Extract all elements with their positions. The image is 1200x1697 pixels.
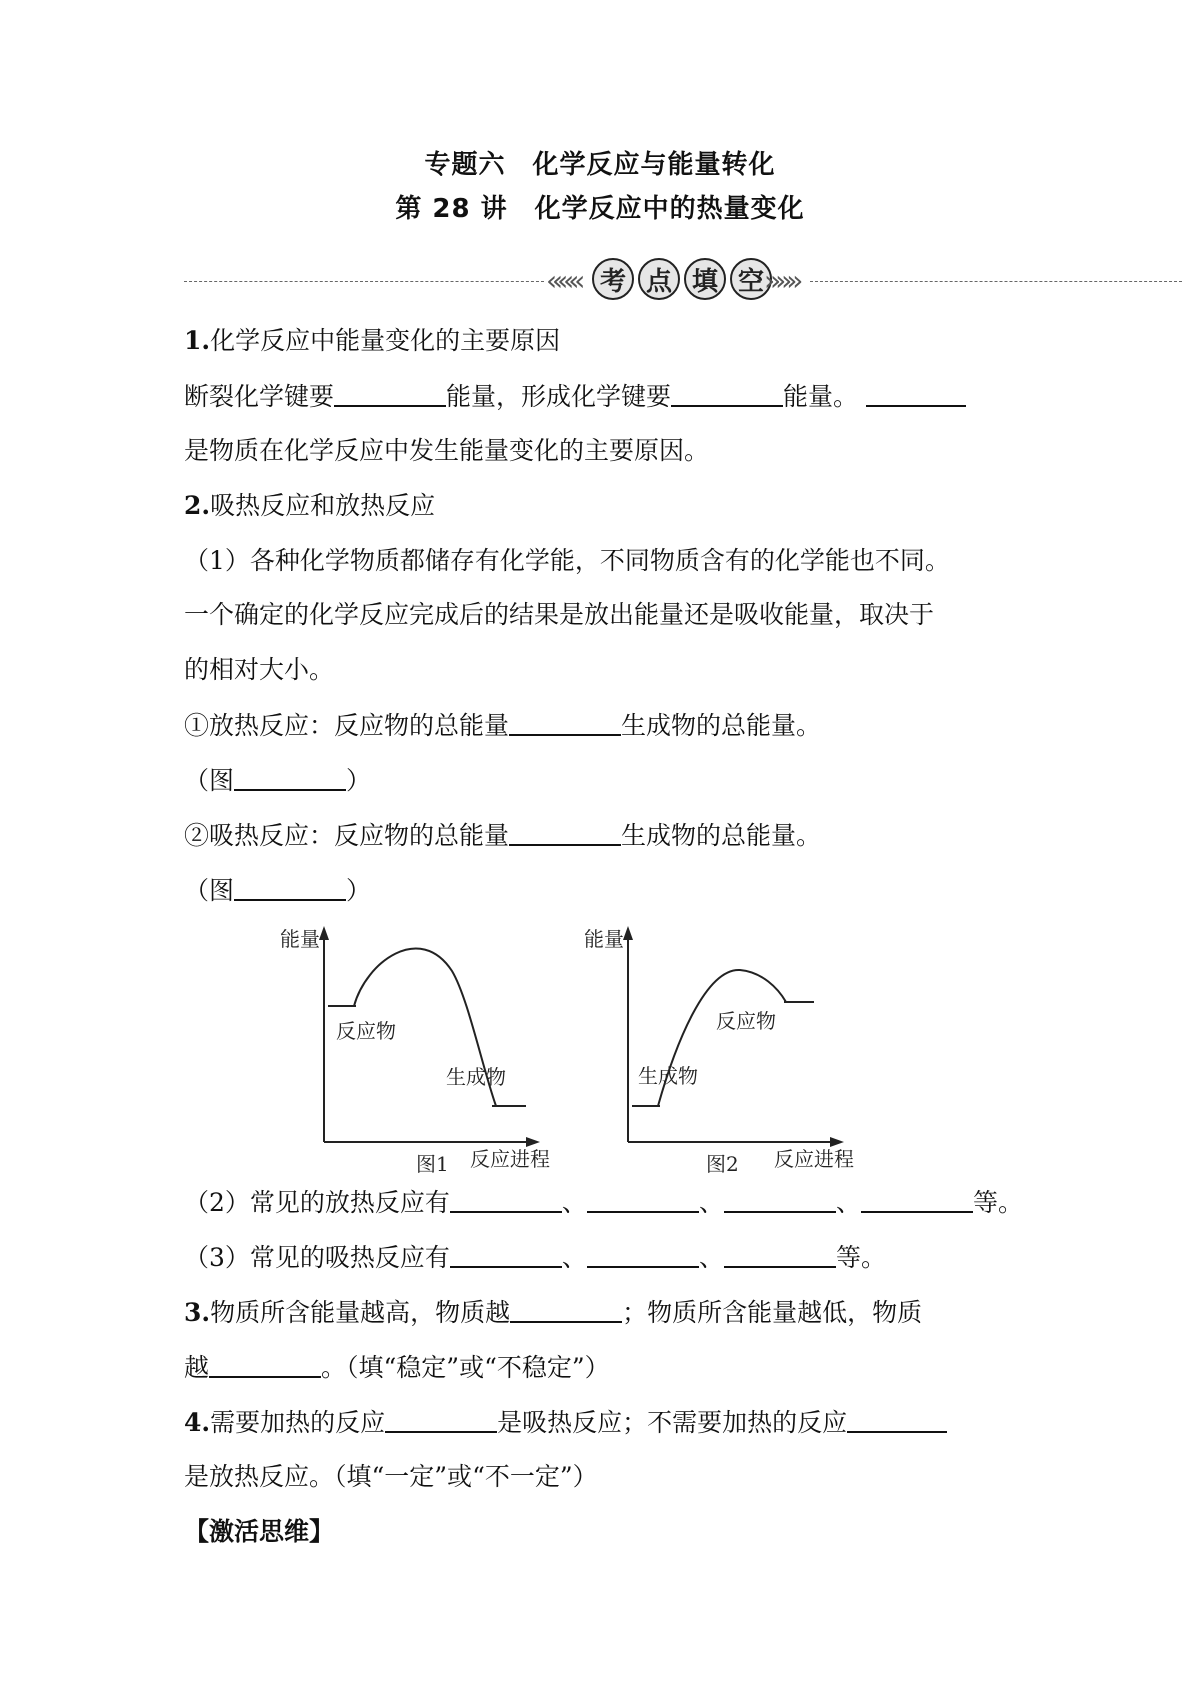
banner-char: 空	[730, 258, 772, 300]
answer-blank[interactable]	[450, 1187, 562, 1213]
y-axis-label: 能量	[584, 927, 624, 951]
section-heading: 【激活思维】	[184, 1517, 335, 1546]
energy-diagrams	[280, 916, 920, 1176]
banner-rule-left	[184, 281, 544, 282]
q2-p1-line3: 的相对大小。	[184, 655, 335, 684]
exothermic-line	[184, 710, 821, 741]
q1-text: 断裂化学键要	[184, 382, 335, 411]
banner-rule-right	[810, 281, 1182, 282]
answer-blank[interactable]	[671, 381, 783, 407]
q2-heading	[184, 491, 435, 521]
q3-text: 物质所含能量越高，物质越	[210, 1298, 511, 1327]
q2-text: 等。	[835, 1243, 886, 1272]
q2-p1-line2: 一个确定的化学反应完成后的结果是放出能量还是吸收能量，取决于	[184, 600, 935, 629]
endothermic-figure-line	[184, 875, 371, 906]
q4-number: 4.	[184, 1408, 211, 1437]
q2-p3-line	[184, 1242, 886, 1273]
answer-blank[interactable]	[385, 1407, 497, 1433]
x-axis-arrow	[526, 1137, 540, 1147]
answer-blank[interactable]	[587, 1242, 699, 1268]
q4-text: 需要加热的反应	[210, 1408, 386, 1437]
answer-blank[interactable]	[861, 1187, 973, 1213]
q1-line2: 是物质在化学反应中发生能量变化的主要原因。	[184, 436, 710, 465]
answer-blank[interactable]	[587, 1187, 699, 1213]
q2-p2-line	[184, 1187, 1023, 1218]
answer-blank[interactable]	[450, 1242, 562, 1268]
q3-number: 3.	[184, 1298, 211, 1327]
q1-text: 能量，形成化学键要	[446, 382, 672, 411]
q2-p1-line1: （1）各种化学物质都储存有化学能，不同物质含有的化学能也不同。	[184, 546, 950, 575]
q1-title: 化学反应中能量变化的主要原因	[210, 326, 561, 355]
y-axis-arrow	[623, 926, 633, 940]
q1-number: 1.	[184, 326, 211, 355]
answer-blank[interactable]	[510, 1297, 622, 1323]
answer-blank[interactable]	[509, 710, 621, 736]
endothermic-line	[184, 820, 821, 851]
q3-text: 越	[184, 1353, 210, 1382]
q2-text: ）	[346, 876, 372, 905]
banner-arrows-left: «««	[546, 264, 580, 297]
q3-line1	[184, 1297, 922, 1328]
answer-blank[interactable]	[234, 875, 346, 901]
x-axis-label: 反应进程	[774, 1147, 854, 1171]
answer-blank[interactable]	[509, 820, 621, 846]
q4-text: 是吸热反应；不需要加热的反应	[497, 1408, 848, 1437]
figure-1	[280, 926, 550, 1171]
q4-line1	[184, 1407, 947, 1438]
answer-blank[interactable]	[724, 1242, 836, 1268]
banner-arrows-right: »»»	[764, 264, 798, 297]
banner-title	[592, 258, 772, 300]
q1-heading	[184, 326, 560, 356]
q2-text: 生成物的总能量。	[621, 711, 822, 740]
answer-blank[interactable]	[724, 1187, 836, 1213]
q2-text: （图	[184, 766, 235, 795]
separator: 、	[698, 1188, 724, 1217]
q2-number: 2.	[184, 491, 211, 520]
separator: 、	[561, 1188, 587, 1217]
q3-text: ；物质所含能量越低，物质	[622, 1298, 923, 1327]
banner-char: 填	[684, 258, 726, 300]
curve-annotation: 生成物	[638, 1064, 698, 1088]
q1-text: 能量。	[783, 382, 859, 411]
separator: 、	[561, 1243, 587, 1272]
q4-line2: 是放热反应。（填“一定”或“不一定”）	[184, 1462, 598, 1491]
figure-2	[584, 926, 854, 1171]
q2-title: 吸热反应和放热反应	[210, 491, 436, 520]
answer-blank[interactable]	[866, 381, 966, 407]
figure-caption: 图2	[706, 1152, 739, 1176]
q2-text: （图	[184, 876, 235, 905]
q3-line2	[184, 1352, 610, 1383]
answer-blank[interactable]	[847, 1407, 947, 1433]
q2-text: （2）常见的放热反应有	[184, 1188, 450, 1217]
energy-diagrams-svg	[280, 916, 920, 1171]
y-axis-label: 能量	[280, 927, 320, 951]
x-axis-label: 反应进程	[470, 1147, 550, 1171]
q2-text: （3）常见的吸热反应有	[184, 1243, 450, 1272]
curve-annotation: 反应物	[336, 1019, 396, 1043]
q3-text: 。（填“稳定”或“不稳定”）	[321, 1353, 610, 1382]
q1-line1	[184, 381, 966, 412]
banner-char: 考	[592, 258, 634, 300]
q2-text: 等。	[972, 1188, 1023, 1217]
answer-blank[interactable]	[334, 381, 446, 407]
curve-annotation: 生成物	[446, 1065, 506, 1089]
x-axis-arrow	[830, 1137, 844, 1147]
answer-blank[interactable]	[209, 1352, 321, 1378]
q2-text: ②吸热反应：反应物的总能量	[184, 821, 510, 850]
answer-blank[interactable]	[234, 765, 346, 791]
y-axis-arrow	[319, 926, 329, 940]
separator: 、	[698, 1243, 724, 1272]
lecture-title: 第 28 讲 化学反应中的热量变化	[395, 194, 805, 224]
q2-text: ①放热反应：反应物的总能量	[184, 711, 510, 740]
curve-annotation: 反应物	[716, 1009, 776, 1033]
banner-char: 点	[638, 258, 680, 300]
section-banner	[184, 258, 1182, 306]
separator: 、	[835, 1188, 861, 1217]
topic-title: 专题六 化学反应与能量转化	[424, 150, 776, 180]
q2-text: ）	[346, 766, 372, 795]
exothermic-figure-line	[184, 765, 371, 796]
figure-caption: 图1	[416, 1152, 449, 1176]
q2-text: 生成物的总能量。	[621, 821, 822, 850]
